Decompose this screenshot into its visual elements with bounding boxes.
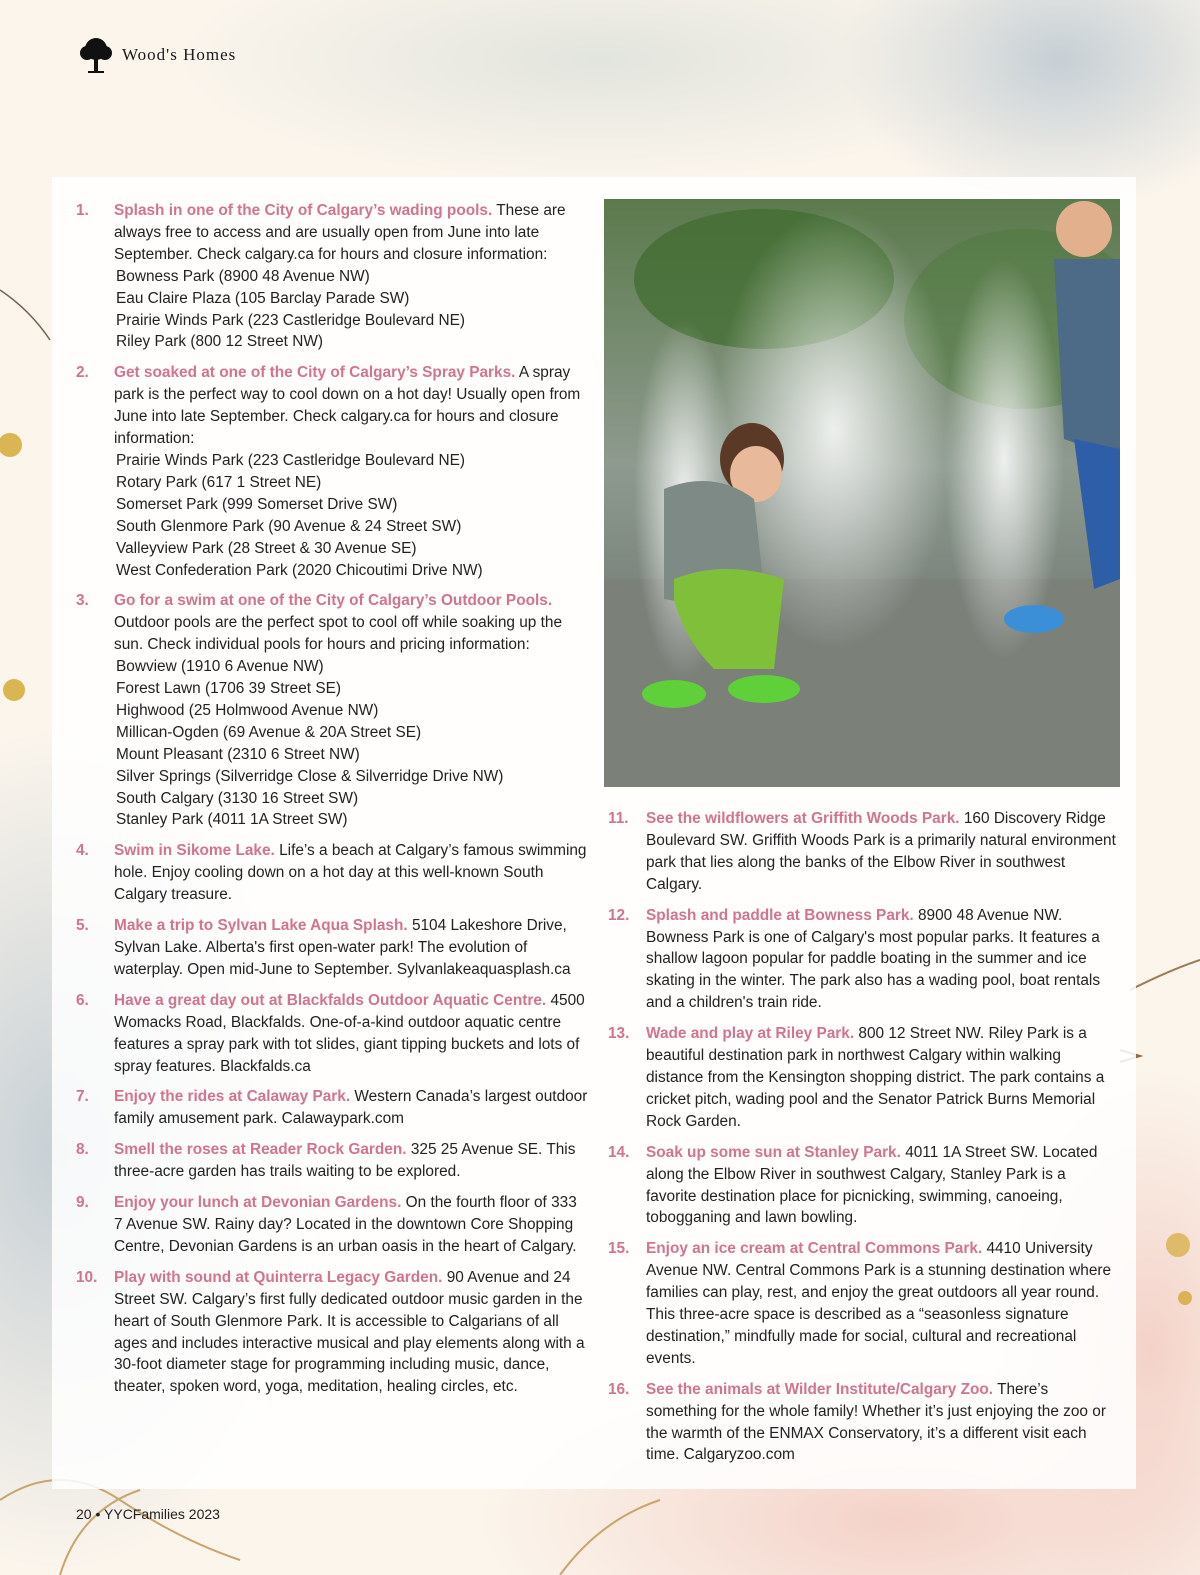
item-paragraph (114, 200, 588, 266)
item-description: 8900 48 Avenue NW. Bowness Park is one of Calgary's most popular parks. It features a shallow lagoon popular for paddle boating in the summer and ice skating in the winter. The park also has a wading pool, boat rentals and a children's train ride. (646, 906, 1101, 1012)
location-line: Prairie Winds Park (223 Castleridge Boulevard NE) (116, 311, 465, 329)
item-body (646, 1379, 1118, 1467)
item-heading: Wade and play at Riley Park. (646, 1025, 855, 1043)
list-item (76, 915, 588, 981)
location-line: Stanley Park (4011 1A Street SW) (116, 811, 348, 829)
item-description: Western Canada’s largest outdoor family amusement park. Calawaypark.com (114, 1088, 588, 1128)
item-number: 7. (76, 1088, 89, 1106)
item-paragraph (114, 362, 588, 450)
item-paragraph (114, 915, 588, 981)
item-body (114, 1086, 588, 1130)
location-line: Riley Park (800 12 Street NW) (116, 333, 323, 351)
item-paragraph (646, 808, 1118, 896)
item-paragraph (646, 1142, 1118, 1230)
item-number: 4. (76, 842, 89, 860)
brand-logo (78, 36, 236, 74)
item-heading: Smell the roses at Reader Rock Garden. (114, 1141, 407, 1159)
item-paragraph (114, 990, 588, 1078)
item-body (646, 808, 1118, 896)
item-paragraph (114, 1139, 588, 1183)
item-description: 4011 1A Street SW. Located along the Elbow River in southwest Calgary, Stanley Park is a favorite destination place for picnicking, swimming, canoeing, tobogganing and lawn bowling. (646, 1143, 1098, 1227)
item-number: 3. (76, 592, 89, 610)
item-body (114, 200, 588, 353)
location-line: Bowness Park (8900 48 Avenue NW) (116, 267, 370, 285)
item-heading: Enjoy your lunch at Devonian Gardens. (114, 1194, 402, 1212)
item-description: 800 12 Street NW. Riley Park is a beautiful destination park in northwest Calgary within walking distance from the Kensington shopping district. The park contains a cricket pitch, wading pool and the Senator Patrick Burns Memorial Rock Garden. (646, 1025, 1105, 1130)
list-item (76, 1139, 588, 1183)
item-body (114, 1139, 588, 1183)
item-paragraph (646, 905, 1118, 1015)
location-line: Prairie Winds Park (223 Castleridge Boulevard NE) (116, 451, 465, 469)
list-item (76, 990, 588, 1078)
list-item (608, 808, 1118, 896)
item-paragraph (114, 1086, 588, 1130)
item-heading: Enjoy an ice cream at Central Commons Park. (646, 1240, 983, 1258)
location-line: South Glenmore Park (90 Avenue & 24 Street SW) (116, 517, 462, 535)
item-paragraph (646, 1238, 1118, 1369)
item-heading: Soak up some sun at Stanley Park. (646, 1143, 901, 1161)
right-column (608, 808, 1118, 1475)
item-heading: Splash and paddle at Bowness Park. (646, 906, 914, 924)
item-body (114, 990, 588, 1078)
item-description: On the fourth floor of 333 7 Avenue SW. Rainy day? Located in the downtown Core Shopping Centre, Devonian Gardens is an urban oasis in the heart of Calgary. (114, 1194, 577, 1255)
location-line: Somerset Park (999 Somerset Drive SW) (116, 495, 398, 513)
item-paragraph (114, 1192, 588, 1258)
tree-icon (78, 36, 114, 74)
item-number: 16. (608, 1380, 630, 1398)
item-body (114, 362, 588, 581)
publication-name: YYCFamilies 2023 (104, 1506, 220, 1522)
item-description: A spray park is the perfect way to cool down on a hot day! Usually open from June into late September. Check calgary.ca for hours and closure information: (114, 364, 581, 448)
item-body (114, 590, 588, 831)
item-heading: Go for a swim at one of the City of Calgary’s Outdoor Pools. (114, 592, 553, 610)
children-splash-pad-photo (604, 199, 1120, 787)
brand-name: Wood's Homes (122, 45, 237, 64)
item-heading: Splash in one of the City of Calgary’s wading pools. (114, 202, 493, 219)
list-item (608, 1379, 1118, 1467)
item-heading: Make a trip to Sylvan Lake Aqua Splash. (114, 917, 408, 935)
item-heading: See the animals at Wilder Institute/Calgary Zoo. (646, 1380, 994, 1398)
list-item (608, 1238, 1118, 1369)
left-column (76, 200, 588, 1407)
item-paragraph (114, 1267, 588, 1398)
page-footer (76, 1506, 220, 1522)
item-heading: Get soaked at one of the City of Calgary’s Spray Parks. (114, 364, 516, 382)
location-line: Rotary Park (617 1 Street NE) (116, 473, 322, 491)
item-description: 4410 University Avenue NW. Central Commons Park is a stunning destination where families can play, rest, and enjoy the great outdoors all year round. This three-acre space is described as a “seasonless signature destination,” mindfully made for social, cultural and recreational events. (646, 1240, 1112, 1367)
location-line: Eau Claire Plaza (105 Barclay Parade SW) (116, 289, 410, 307)
list-item (76, 840, 588, 906)
item-paragraph (646, 1023, 1118, 1133)
item-body (114, 1192, 588, 1258)
item-body (646, 905, 1118, 1015)
item-number: 2. (76, 364, 89, 382)
location-line: Valleyview Park (28 Street & 30 Avenue SE) (116, 539, 417, 557)
item-number: 11. (608, 810, 629, 827)
location-line: West Confederation Park (2020 Chicoutimi Drive NW) (116, 561, 483, 579)
item-number: 1. (76, 202, 89, 219)
list-item (76, 200, 588, 353)
list-item (608, 905, 1118, 1015)
location-line: Millican-Ogden (69 Avenue & 20A Street SE) (116, 723, 422, 741)
item-body (646, 1238, 1118, 1369)
item-number: 13. (608, 1025, 630, 1043)
location-line: Mount Pleasant (2310 6 Street NW) (116, 745, 360, 763)
item-description: 160 Discovery Ridge Boulevard SW. Griffith Woods Park is a primarily natural environment park that lies along the banks of the Elbow River in southwest Calgary. (646, 810, 1116, 893)
item-description: 5104 Lakeshore Drive, Sylvan Lake. Alberta's first open-water park! The evolution of waterplay. Open mid-June to September. Sylvanlakeaquasplash.ca (114, 917, 571, 978)
location-line: Forest Lawn (1706 39 Street SE) (116, 680, 341, 698)
item-paragraph (646, 1379, 1118, 1467)
item-number: 10. (76, 1268, 98, 1286)
item-number: 12. (608, 906, 630, 924)
item-heading: Swim in Sikome Lake. (114, 842, 275, 860)
list-item (76, 1086, 588, 1130)
item-body (114, 840, 588, 906)
item-heading: Have a great day out at Blackfalds Outdoor Aquatic Centre. (114, 991, 547, 1009)
item-description: Life’s a beach at Calgary’s famous swimming hole. Enjoy cooling down on a hot day at this well-known South Calgary treasure. (114, 842, 587, 904)
item-paragraph (114, 590, 588, 656)
item-heading: Enjoy the rides at Calaway Park. (114, 1088, 351, 1106)
list-item (76, 1192, 588, 1258)
location-line: South Calgary (3130 16 Street SW) (116, 789, 359, 807)
list-item (76, 362, 588, 581)
list-item (608, 1023, 1118, 1133)
item-number: 5. (76, 917, 89, 935)
item-number: 9. (76, 1194, 89, 1212)
item-number: 8. (76, 1141, 89, 1159)
item-description: These are always free to access and are usually open from June into late September. Check calgary.ca for hours and closure information: (114, 202, 566, 263)
item-heading: Play with sound at Quinterra Legacy Garden. (114, 1268, 443, 1286)
item-body (646, 1023, 1118, 1133)
list-item (76, 590, 588, 831)
item-number: 15. (608, 1240, 630, 1258)
item-heading: See the wildflowers at Griffith Woods Park. (646, 810, 960, 827)
list-item (608, 1142, 1118, 1230)
item-description: Outdoor pools are the perfect spot to cool off while soaking up the sun. Check individual pools for hours and pricing information: (114, 614, 563, 654)
item-paragraph (114, 840, 588, 906)
item-number: 14. (608, 1143, 630, 1161)
page-number: 20 (76, 1506, 92, 1522)
footer-separator: • (95, 1506, 101, 1522)
item-body (646, 1142, 1118, 1230)
item-body (114, 915, 588, 981)
location-line: Bowview (1910 6 Avenue NW) (116, 658, 324, 676)
item-description: 4500 Womacks Road, Blackfalds. One-of-a-kind outdoor aquatic centre features a spray park with tot slides, giant tipping buckets and lots of spray features. Blackfalds.ca (114, 991, 585, 1075)
location-line: Highwood (25 Holmwood Avenue NW) (116, 701, 379, 719)
location-line: Silver Springs (Silverridge Close & Silverridge Drive NW) (116, 767, 504, 785)
item-number: 6. (76, 991, 89, 1009)
item-body (114, 1267, 588, 1398)
list-item (76, 1267, 588, 1398)
item-description: 90 Avenue and 24 Street SW. Calgary’s first fully dedicated outdoor music garden in the heart of South Glenmore Park. It is accessible to Calgarians of all ages and includes interactive musical and play elements along with a 30-foot diameter stage for programming including music, dance, theater, spoken word, yoga, meditation, healing circles, etc. (114, 1268, 585, 1396)
item-description: There’s something for the whole family! Whether it’s just enjoying the zoo or the warmth of the ENMAX Conservatory, it’s a different visit each time. Calgaryzoo.com (646, 1380, 1106, 1464)
item-description: 325 25 Avenue SE. This three-acre garden has trails waiting to be explored. (114, 1141, 576, 1181)
